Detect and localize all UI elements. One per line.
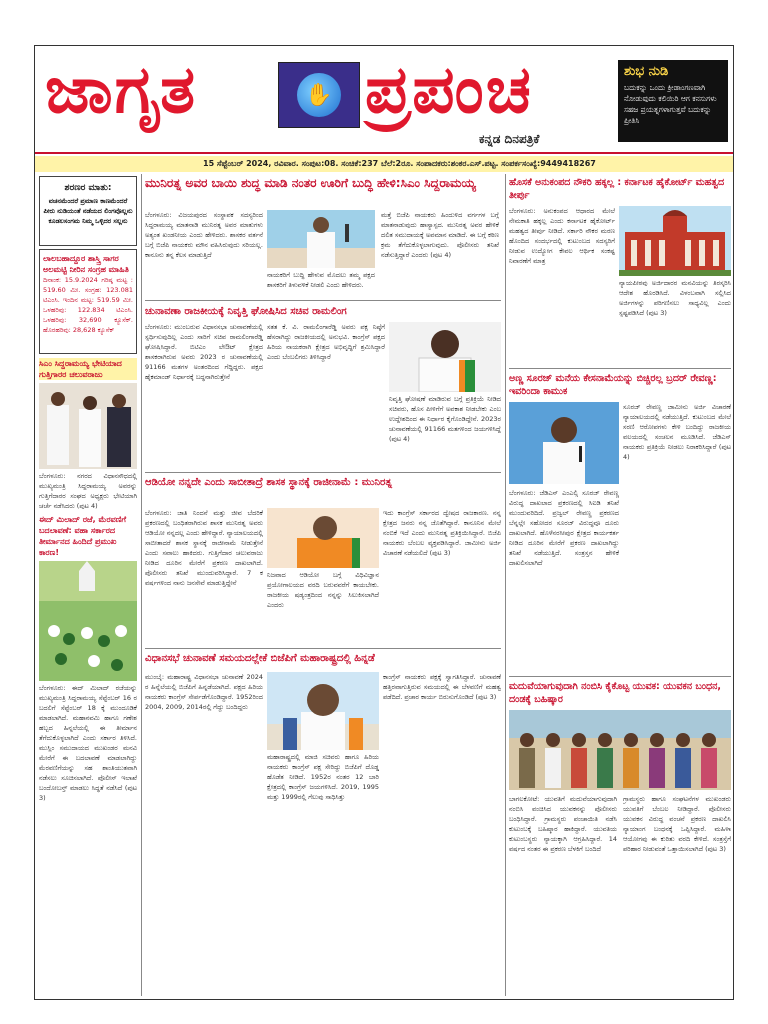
dam-info-title: ಲಾಲಬಹಾದ್ದೂರ ಶಾಸ್ತ್ರಿ ಸಾಗರ ಅಲಮಟ್ಟಿ ನೀರಿನ ಸಂಗ್ರಹ ಮಾಹಿತಿ <box>43 254 129 274</box>
eid-procession-photo <box>39 561 137 681</box>
revanna-photo-art <box>509 402 619 484</box>
story-munirathna-text-c: ಇದು ಕಾಂಗ್ರೆಸ್ ಸರ್ಕಾರದ ದ್ವೇಷದ ರಾಜಕಾರಣ. ನನ್ನ ಕ್ಷೇತ್ರದ ಜನರು ನನ್ನ ಜೊತೆಗಿದ್ದಾರೆ. ಕಾನೂನಿನ ಮೇಲೆ ನಂಬಿಕೆ ಇದೆ ಎಂದು ಮುನಿರತ್ನ ಪ್ರತಿಕ್ರಿಯಿಸಿದ್ದಾರೆ. ಬಿಜೆಪಿ ನಾಯಕರು ಬೆಂಬಲ ವ್ಯಕ್ತಪಡಿಸಿದ್ದಾರೆ. ಜಾಮೀನು ಅರ್ಜಿ ವಿಚಾರಣೆ ನಡೆಯಲಿದೆ (ಪುಟ 3) <box>383 509 501 557</box>
marriage-group-photo <box>509 710 731 790</box>
story-revanna <box>509 372 731 672</box>
story-siddaramaiah-text-a: ಬೆಂಗಳೂರು: ವಿಜಯಪುರದ ಸಂಸ್ಥಾಪಕ ಸದಸ್ಯರಿಂದ ಸಿದ್ದರಾಮಯ್ಯ ಮಾತನಾಡಿ ಮುನಿರತ್ನ ಅವರ ಮಾತುಗಳು ಅತ್ಯಂತ ಖಂಡನೀಯ ಎಂದು ಹೇಳಿದರು. ಶಾಸಕರ ವರ್ತನೆ ಬಗ್ಗೆ ಬಿಜೆಪಿ ನಾಯಕರು ಮೌನ ವಹಿಸಿರುವುದು ಸರಿಯಲ್ಲ. ಕಾನೂನು ತನ್ನ ಕೆಲಸ ಮಾಡುತ್ತಿದೆ <box>145 211 263 259</box>
masthead-title-left: ಜಾಗೃತ <box>45 50 198 128</box>
story-marriage <box>509 680 731 996</box>
high-court-photo-art <box>619 206 731 276</box>
story-high-court-headline: ಹೊಸಕೆ ಅನುಕಂಪದ ನೌಕರಿ ಹಕ್ಕಲ್ಲ : ಕರ್ನಾಟಕ ಹೈಕೋರ್ಟ್ ಮಹತ್ವದ ತೀರ್ಪು <box>509 177 725 201</box>
story-munirathna-headline: ಆಡಿಯೋ ನನ್ನದೇ ಎಂದು ಸಾಬೀತಾದ್ರೆ ಶಾಸಕ ಸ್ಥಾನಕ್ಕೆ ರಾಜೀನಾಮೆ : ಮುನಿರತ್ನ <box>145 477 393 488</box>
siddaramaiah-photo <box>267 210 375 268</box>
cm-meet-text: ಬೆಂಗಳೂರು: ನಗರದ ವಿಧಾನಸೌಧದಲ್ಲಿ ಮುಖ್ಯಮಂತ್ರಿ ಸಿದ್ದರಾಮಯ್ಯ ಅವರನ್ನು ಗುತ್ತಿಗೆದಾರರ ಸಂಘದ ಅಧ್ಯಕ್ಷರು ಭೇಟಿಯಾಗಿ ಚರ್ಚೆ ನಡೆಸಿದರು (ಪುಟ 4) <box>39 472 137 510</box>
story-siddaramaiah-text-b: ನಾಯಕರಿಗೆ ಬುದ್ಧಿ ಹೇಳುವ ಮೊದಲು ತಮ್ಮ ಪಕ್ಷದ ಶಾಸಕರಿಗೆ ತಿಳುವಳಿಕೆ ನೀಡಲಿ ಎಂದು ಹೇಳಿದರು. <box>267 271 375 289</box>
story-siddaramaiah-headline: ಮುನಿರತ್ನ ಅವರ ಬಾಯಿ ಶುದ್ಧ ಮಾಡಿ ನಂತರ ಊರಿಗೆ ಬುದ್ಧಿ ಹೇಳಿ:ಸಿಎಂ ಸಿದ್ದರಾಮಯ್ಯ <box>145 176 476 190</box>
story-munirathna-text-a: ಬೆಂಗಳೂರು: ಜಾತಿ ನಿಂದನೆ ಮತ್ತು ಜೀವ ಬೆದರಿಕೆ ಪ್ರಕರಣದಲ್ಲಿ ಬಂಧಿತರಾಗಿರುವ ಶಾಸಕ ಮುನಿರತ್ನ ಅವರು ಆಡಿಯೋ ನನ್ನದಲ್ಲ ಎಂದು ಹೇಳಿದ್ದಾರೆ. ನ್ಯಾಯಾಲಯದಲ್ಲಿ ಸಾಬೀತಾದರೆ ಶಾಸಕ ಸ್ಥಾನಕ್ಕೆ ರಾಜೀನಾಮೆ ನೀಡುತ್ತೇನೆ ಎಂದು ಸವಾಲು ಹಾಕಿದರು. ಗುತ್ತಿಗೆದಾರ ಚಲುವರಾಜು ನೀಡಿದ ದೂರಿನ ಮೇರೆಗೆ ಪ್ರಕರಣ ದಾಖಲಾಗಿದೆ. ಪೊಲೀಸರು ತನಿಖೆ ಮುಂದುವರಿಸಿದ್ದಾರೆ. 7 ಕ ವರ್ಷಗಳಿಂದ ನಾನು ಜನಸೇವೆ ಮಾಡುತ್ತಿದ್ದೇನೆ <box>145 509 263 587</box>
cm-meet-headline: ಸಿಎಂ ಸಿದ್ದರಾಮಯ್ಯ ಭೇಟಿಯಾದ ಗುತ್ತಿಗಾರರ ಚಲುವರಾಜು <box>39 358 137 380</box>
newspaper-page <box>34 45 734 1000</box>
munirathna-photo-art <box>267 508 379 568</box>
marriage-group-photo-art <box>509 710 731 790</box>
cm-meet-photo-art <box>39 383 137 469</box>
section-rule <box>509 368 731 369</box>
logo <box>278 62 360 128</box>
munirathna-photo <box>267 508 379 568</box>
maharashtra-photo <box>267 672 379 750</box>
column-rule <box>505 174 506 996</box>
dam-info-box <box>39 249 137 354</box>
quote-box <box>618 60 728 142</box>
story-maharashtra-headline: ವಿಧಾನಸಭೆ ಚುನಾವಣೆ ಸಮಯದಲ್ಲೇಕೆ ಬಿಜೆಪಿಗೆ ಮಹಾರಾಷ್ಟ್ರದಲ್ಲಿ ಹಿನ್ನಡೆ <box>145 653 375 664</box>
eid-procession-photo-art <box>39 561 137 681</box>
dam-info-text: ದಿನಾಂಕ: 15.9.2024 ಗರಿಷ್ಠ ಮಟ್ಟ : 519.60 ಮೀ. ಸಂಗ್ರಹ: 123.081 ಟಿಎಂಸಿ. ಇಂದಿನ ಮಟ್ಟ: 519.59 ಮೀ. ಒಳಹರಿವು: 122.834 ಟಿಎಂಸಿ. ಒಳಹರಿವು: 32,690 ಕ್ಯೂಸೆಕ್. ಹೊರಹರಿವು: 28,628 ಕ್ಯೂಸೆಕ್ <box>43 276 133 334</box>
story-maharashtra-text-c: ಕಾಂಗ್ರೆಸ್ ನಾಯಕರು ಪಕ್ಷಕ್ಕೆ ಸ್ವಾಗತಿಸಿದ್ದಾರೆ. ಚುನಾವಣೆ ಹತ್ತಿರವಾಗುತ್ತಿರುವ ಸಮಯದಲ್ಲಿ ಈ ಬೆಳವಣಿಗೆ ಮಹತ್ವ ಪಡೆದಿದೆ. ಪ್ರಚಾರ ಕಾರ್ಯ ಬಿರುಸುಗೊಂಡಿದೆ (ಪುಟ 3) <box>383 673 501 701</box>
story-revanna-text-b: ಸೂರಜ್ ರೇವಣ್ಣ ಜಾಮೀನು ಅರ್ಜಿ ವಿಚಾರಣೆ ನ್ಯಾಯಾಲಯದಲ್ಲಿ ನಡೆಯುತ್ತಿದೆ. ಕುಟುಂಬದ ಮೇಲೆ ಸರಣಿ ಆರೋಪಗಳು ಕೇಳಿ ಬಂದಿದ್ದು ರಾಜಕೀಯ ವಲಯದಲ್ಲಿ ಸಂಚಲನ ಮೂಡಿಸಿದೆ. ಜೆಡಿಎಸ್ ನಾಯಕರು ಪ್ರತಿಕ್ರಿಯೆ ನೀಡಲು ನಿರಾಕರಿಸಿದ್ದಾರೆ (ಪುಟ 4) <box>623 403 731 461</box>
quote-box-text: ಬದುಕನ್ನು ಒಂದು ಕ್ರೀಡಾಂಗಣವಾಗಿ ನೋಡುವುದು ಕಲಿಯಿರಿ ಆಗ ಕನಸುಗಳು ಸಹಜ ಪ್ರಯತ್ನಗಳಾಗುತ್ತವೆ ಬದುಕನ್ನು ಪ್ರೀತಿಸಿ <box>624 83 717 125</box>
story-ramalinga <box>145 304 501 469</box>
column-rule <box>141 174 142 996</box>
story-ramalinga-text-c: ನಿವೃತ್ತಿ ಘೋಷಣೆ ಮಾಡಿರುವ ಬಗ್ಗೆ ಪ್ರತಿಕ್ರಿಯೆ ನೀಡಿದ ಸಚಿವರು, ಹೊಸ ಪೀಳಿಗೆಗೆ ಅವಕಾಶ ನೀಡಬೇಕು ಎಂಬ ಉದ್ದೇಶದಿಂದ ಈ ನಿರ್ಧಾರ ಕೈಗೊಂಡಿದ್ದೇನೆ. 2023ರ ಚುನಾವಣೆಯಲ್ಲಿ 91166 ಮತಗಳಿಂದ ಜಯಗಳಿಸಿದ್ದೆ (ಪುಟ 4) <box>389 395 501 443</box>
vachana-box <box>39 176 137 246</box>
story-ramalinga-text-a: ಬೆಂಗಳೂರು: ಮುಂಬರುವ ವಿಧಾನಸಭಾ ಚುನಾವಣೆಯಲ್ಲಿ ಸ್ಪರ್ಧಿಸುವುದಿಲ್ಲ ಎಂದು ಸಾರಿಗೆ ಸಚಿವ ರಾಮಲಿಂಗಾರೆಡ್ಡಿ ಘೋಷಿಸಿದ್ದಾರೆ. ಬಿಟಿಎಂ ಲೇಔಟ್ ಕ್ಷೇತ್ರದ ಶಾಸಕರಾಗಿರುವ ಅವರು 2023 ರ ಚುನಾವಣೆಯಲ್ಲಿ 91166 ಮತಗಳ ಅಂತರದಿಂದ ಗೆದ್ದಿದ್ದರು. ಪಕ್ಷದ ಹೈಕಮಾಂಡ್ ನಿರ್ಧಾರಕ್ಕೆ ಬದ್ಧನಾಗಿರುತ್ತೇನೆ <box>145 323 263 381</box>
date-strip: 15 ಸೆಪ್ಟೆಂಬರ್ 2024, ರವಿವಾರ. ಸಂಪುಟ:08. ಸಂಚಿಕೆ:237 ಬೆಲೆ:2ರೂ. ಸಂಪಾದಕರು:ಶಂಕರ.ಎಸ್.ಪಟ್ಟ. ಸಂಪರ್ಕಸಂಖ್ಯೆ:9449418267 <box>35 156 734 172</box>
story-marriage-text-b: ಗ್ರಾಮಸ್ಥರು ಹಾಗೂ ಸಂಘಟನೆಗಳ ಮುಖಂಡರು ಯುವತಿಗೆ ಬೆಂಬಲ ನೀಡಿದ್ದಾರೆ. ಪೊಲೀಸರು ಯುವಕನ ವಿರುದ್ಧ ವಂಚನೆ ಪ್ರಕರಣ ದಾಖಲಿಸಿ ನ್ಯಾಯಾಂಗ ಬಂಧನಕ್ಕೆ ಒಪ್ಪಿಸಿದ್ದಾರೆ. ಮಹಿಳಾ ಆಯೋಗವು ಈ ಕುರಿತು ವರದಿ ಕೇಳಿದೆ. ಸಂತ್ರಸ್ತೆಗೆ ಪರಿಹಾರ ನೀಡುವಂತೆ ಒತ್ತಾಯಿಸಲಾಗಿದೆ (ಪುಟ 3) <box>623 795 731 853</box>
story-revanna-text-a: ಬೆಂಗಳೂರು: ಜೆಡಿಎಸ್ ಎಂಎಲ್ಸಿ ಸೂರಜ್ ರೇವಣ್ಣ ವಿರುದ್ಧ ದಾಖಲಾದ ಪ್ರಕರಣದಲ್ಲಿ ಸಿಐಡಿ ತನಿಖೆ ಮುಂದುವರಿದಿದೆ. ಪ್ರಜ್ವಲ್ ರೇವಣ್ಣ ಪ್ರಕರಣದ ಬೆನ್ನಲ್ಲೇ ಸಹೋದರ ಸೂರಜ್ ವಿರುದ್ಧವೂ ದೂರು ದಾಖಲಾಗಿದೆ. ಹೊಳೆನರಸೀಪುರ ಕ್ಷೇತ್ರದ ಕಾರ್ಯಕರ್ತ ನೀಡಿದ ದೂರಿನ ಮೇರೆಗೆ ಪ್ರಕರಣ ದಾಖಲಾಗಿದ್ದು ತನಿಖೆ ನಡೆಯುತ್ತಿದೆ. ಸಂತ್ರಸ್ತನ ಹೇಳಿಕೆ ದಾಖಲಿಸಲಾಗಿದೆ <box>509 489 619 567</box>
masthead-divider <box>35 152 734 154</box>
masthead <box>35 46 734 152</box>
story-ramalinga-headline: ಚುನಾವಣಾ ರಾಜಕೀಯಕ್ಕೆ ನಿವೃತ್ತಿ ಘೋಷಿಸಿದ ಸಚಿವ ರಾಮಲಿಂಗ <box>145 306 347 317</box>
eid-text: ಬೆಂಗಳೂರು: ಈದ್ ಮಿಲಾದ್ ರಜೆಯನ್ನು ಮುಖ್ಯಮಂತ್ರಿ ಸಿದ್ದರಾಮಯ್ಯ ಸೆಪ್ಟೆಂಬರ್ 16 ರ ಬದಲಿಗೆ ಸೆಪ್ಟೆಂಬರ್ 18 ಕ್ಕೆ ಮುಂದೂಡಿಕೆ ಮಾಡಲಾಗಿದೆ. ಮಹಾನವಮಿ ಹಾಗೂ ಗಣೇಶ ಹಬ್ಬದ ಹಿನ್ನಲೆಯಲ್ಲಿ ಈ ತೀರ್ಮಾನ ತೆಗೆದುಕೊಳ್ಳಲಾಗಿದೆ ಎಂದು ಸರ್ಕಾರ ತಿಳಿಸಿದೆ. ಮುಸ್ಲಿಂ ಸಮುದಾಯದ ಮುಖಂಡರ ಮನವಿ ಮೇರೆಗೆ ಈ ಬದಲಾವಣೆ ಮಾಡಲಾಗಿದ್ದು ಮೆರವಣಿಗೆಯನ್ನು ಸಹ ಶಾಂತಿಯುತವಾಗಿ ನಡೆಸಲು ಸೂಚಿಸಲಾಗಿದೆ. ಪೊಲೀಸ್ ಇಲಾಖೆ ಬಂದೋಬಸ್ತ್ ಮಾಡಲು ಸಿದ್ಧತೆ ನಡೆಸಿದೆ (ಪುಟ 3) <box>39 684 137 802</box>
maharashtra-photo-art <box>267 672 379 750</box>
cm-meet-photo <box>39 383 137 469</box>
story-marriage-text-a: ಬಾಗಲಕೋಟೆ: ಯುವತಿಗೆ ಮದುವೆಯಾಗುವುದಾಗಿ ನಂಬಿಸಿ ವಂಚಿಸಿದ ಯುವಕನನ್ನು ಪೊಲೀಸರು ಬಂಧಿಸಿದ್ದಾರೆ. ಗ್ರಾಮಸ್ಥರು ಪಂಚಾಯಿತಿ ನಡೆಸಿ ಕುಟುಂಬಕ್ಕೆ ಬಹಿಷ್ಕಾರ ಹಾಕಿದ್ದಾರೆ. ಯುವತಿಯ ಕುಟುಂಬಸ್ಥರು ನ್ಯಾಯಕ್ಕಾಗಿ ಆಗ್ರಹಿಸಿದ್ದಾರೆ. 14 ವರ್ಷದ ನಂತರ ಈ ಪ್ರಕರಣ ಬೆಳಕಿಗೆ ಬಂದಿದೆ <box>509 795 617 853</box>
left-column <box>39 176 137 996</box>
section-rule <box>509 676 731 677</box>
siddaramaiah-photo-art <box>267 210 375 268</box>
story-munirathna-text-b: ನಿಜವಾದ ಆಡಿಯೋ ಬಗ್ಗೆ ವಿಧಿವಿಜ್ಞಾನ ಪ್ರಯೋಗಾಲಯದ ವರದಿ ಬರುವವರೆಗೆ ಕಾಯಬೇಕು. ರಾಜಕೀಯ ಷಡ್ಯಂತ್ರದಿಂದ ನನ್ನನ್ನು ಸಿಲುಕಿಸಲಾಗಿದೆ ಎಂದರು <box>267 571 379 609</box>
story-high-court-text-a: ಬೆಂಗಳೂರು: ಅನುಕಂಪದ ಆಧಾರದ ಮೇಲೆ ನೇಮಕಾತಿ ಹಕ್ಕಲ್ಲ ಎಂದು ಕರ್ನಾಟಕ ಹೈಕೋರ್ಟ್ ಮಹತ್ವದ ತೀರ್ಪು ನೀಡಿದೆ. ಸರ್ಕಾರಿ ನೌಕರ ಮರಣ ಹೊಂದಿದ ಸಂದರ್ಭದಲ್ಲಿ ಕುಟುಂಬದ ಸದಸ್ಯರಿಗೆ ನೀಡುವ ಉದ್ಯೋಗ ಕೇವಲ ಆರ್ಥಿಕ ಸಂಕಷ್ಟ ನಿವಾರಣೆಗೆ ಮಾತ್ರ <box>509 207 615 265</box>
story-high-court <box>509 176 731 366</box>
eid-headline: ಈದ್ ಮಿಲಾದ್ ರಜೆ, ಮೆರವಣಿಗೆ ಬದಲಾವಣೆ: ವಹಾ ಸರ್ಕಾರದ ತೀರ್ಮಾನದ ಹಿಂದಿದೆ ಪ್ರಮುಖ ಕಾರಣ! <box>39 515 127 557</box>
vachana-title: ಶರಣರ ಮಾತು: <box>64 183 112 193</box>
story-high-court-text-b: ನ್ಯಾಯಪೀಠವು ಅರ್ಜಿದಾರರ ಮನವಿಯನ್ನು ತಿರಸ್ಕರಿಸಿ ಆದೇಶ ಹೊರಡಿಸಿದೆ. ವಿಳಂಬವಾಗಿ ಸಲ್ಲಿಸಿದ ಅರ್ಜಿಗಳನ್ನು ಪರಿಗಣಿಸಲು ಸಾಧ್ಯವಿಲ್ಲ ಎಂದು ಸ್ಪಷ್ಟಪಡಿಸಿದೆ (ಪುಟ 3) <box>619 279 731 317</box>
ramalinga-photo-art <box>389 322 501 392</box>
story-maharashtra-text-b: ಮಹಾರಾಷ್ಟ್ರದಲ್ಲಿ ಮಾಜಿ ಸಚಿವರು ಹಾಗೂ ಹಿರಿಯ ನಾಯಕರು ಕಾಂಗ್ರೆಸ್ ಪಕ್ಷ ಸೇರಿದ್ದು ಬಿಜೆಪಿಗೆ ದೊಡ್ಡ ಹೊಡೆತ ನೀಡಿದೆ. 1952ರ ನಂತರ 12 ಬಾರಿ ಕ್ಷೇತ್ರದಲ್ಲಿ ಕಾಂಗ್ರೆಸ್ ಜಯಗಳಿಸಿದೆ. 2019, 1995 ಮತ್ತು 1999ರಲ್ಲಿ ಗೆಲುವು ಸಾಧಿಸಿತ್ತು <box>267 753 379 801</box>
story-marriage-headline: ಮದುವೆಯಾಗುವುದಾಗಿ ನಂಬಿಸಿ ಕೈಕೊಟ್ಟ ಯುವಕ: ಯುವಕನ ಬಂಧನ, ದಂಡಕ್ಕೆ ಬಹಿಷ್ಕಾರ <box>509 681 721 705</box>
section-rule <box>145 472 501 473</box>
revanna-photo <box>509 402 619 484</box>
quote-box-title: ಶುಭ ನುಡಿ <box>624 64 669 79</box>
story-munirathna <box>145 476 501 646</box>
masthead-subtitle: ಕನ್ನಡ ದಿನಪತ್ರಿಕೆ <box>479 132 540 146</box>
story-revanna-headline: ಅಣ್ಣ ಸೂರಜ್ ಮನೆಯ ಕೇಸನಾಮೆಯನ್ನು ಬಿಚ್ಚಿರಲ್ಲ ಬ್ರದರ್ ರೇವಣ್ಣ: ಇವರಿಂದಾ ಕಾಮುಕ <box>509 373 717 397</box>
story-siddaramaiah <box>145 176 501 296</box>
vachana-text: ವಚನಮೆಂದರೆ ಪ್ರಮಾಣ ಕಾಣಮೆಂದರೆ ಪೀರು ನುಡಿಯಂತೆ ನಡೆಯದ ಲಿಂಗವೊಲ್ಲನು ಕೂಡಲಸಂಗಮ ನಿಮ್ಮ ಒಳ್ಳಿದರ ಸಲ್ಲನು <box>43 197 133 225</box>
masthead-title-right: ಪ್ರಪಂಚ <box>365 50 533 128</box>
story-siddaramaiah-text-c: ಮತ್ತೆ ಬಿಜೆಪಿ ನಾಯಕರು ಹಿಂದುಳಿದ ವರ್ಗಗಳ ಬಗ್ಗೆ ಮಾತನಾಡುವುದು ಹಾಸ್ಯಾಸ್ಪದ. ಮುನಿರತ್ನ ಅವರ ಹೇಳಿಕೆ ದಲಿತ ಸಮುದಾಯಕ್ಕೆ ಅವಮಾನ ಮಾಡಿದೆ. ಈ ಬಗ್ಗೆ ಕಠಿಣ ಕ್ರಮ ತೆಗೆದುಕೊಳ್ಳಲಾಗುವುದು. ಪೊಲೀಸರು ತನಿಖೆ ನಡೆಸುತ್ತಿದ್ದಾರೆ ಎಂದರು (ಪುಟ 4) <box>381 211 499 259</box>
story-maharashtra-text-a: ಮುಂಬೈ: ಮಹಾರಾಷ್ಟ್ರ ವಿಧಾನಸಭಾ ಚುನಾವಣೆ 2024 ರ ಹಿನ್ನೆಲೆಯಲ್ಲಿ ಬಿಜೆಪಿಗೆ ಹಿನ್ನಡೆಯಾಗಿದೆ. ಪಕ್ಷದ ಹಿರಿಯ ನಾಯಕರು ಕಾಂಗ್ರೆಸ್ ಸೇರ್ಪಡೆಗೊಂಡಿದ್ದಾರೆ. 1952ರಿಂದ 2004, 2009, 2014ರಲ್ಲಿ ಗೆದ್ದು ಬಂದಿದ್ದರು <box>145 673 263 711</box>
section-rule <box>145 648 501 649</box>
high-court-photo <box>619 206 731 276</box>
story-maharashtra <box>145 652 501 997</box>
section-rule <box>145 300 501 301</box>
globe-hands-icon: ✋ <box>297 73 341 117</box>
ramalinga-photo <box>389 322 501 392</box>
story-ramalinga-text-b: ಸತತ ಕೆ. ವಿ. ರಾಮಲಿಂಗಾರೆಡ್ಡಿ ಅವರು ಪಕ್ಷ ನಿಷ್ಠೆಗೆ ಹೆಸರಾಗಿದ್ದು ರಾಜಕೀಯದಲ್ಲಿ ಅನುಭವಿ. ಕಾಂಗ್ರೆಸ್ ಪಕ್ಷದ ಹಿರಿಯ ನಾಯಕರಾಗಿ ಕ್ಷೇತ್ರದ ಅಭಿವೃದ್ಧಿಗೆ ಶ್ರಮಿಸಿದ್ದಾರೆ ಎಂದು ಬೆಂಬಲಿಗರು ತಿಳಿಸಿದ್ದಾರೆ <box>267 323 385 361</box>
